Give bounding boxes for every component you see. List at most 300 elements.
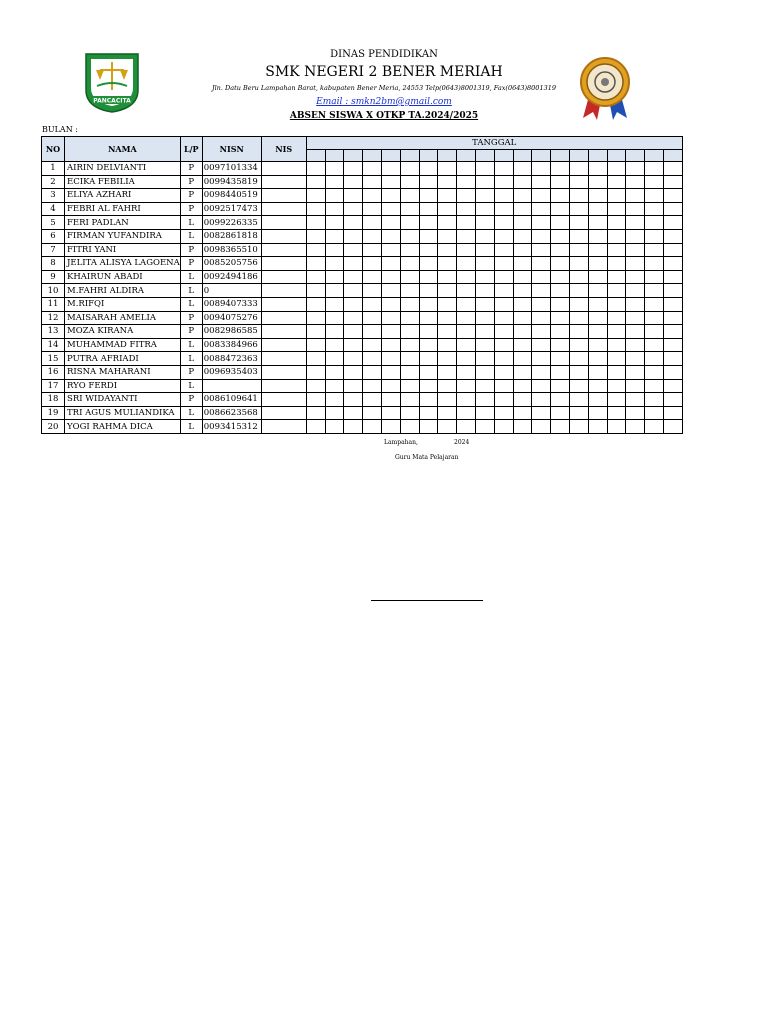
attendance-cell[interactable] [494, 270, 513, 284]
attendance-cell[interactable] [532, 379, 551, 393]
attendance-cell[interactable] [588, 297, 607, 311]
attendance-cell[interactable] [569, 175, 588, 189]
attendance-cell[interactable] [551, 257, 570, 271]
attendance-cell[interactable] [645, 352, 664, 366]
attendance-cell[interactable] [344, 189, 363, 203]
attendance-cell[interactable] [588, 325, 607, 339]
attendance-cell[interactable] [626, 162, 645, 176]
attendance-cell[interactable] [569, 365, 588, 379]
attendance-cell[interactable] [381, 325, 400, 339]
attendance-cell[interactable] [626, 393, 645, 407]
attendance-cell[interactable] [663, 325, 682, 339]
attendance-cell[interactable] [400, 379, 419, 393]
attendance-cell[interactable] [344, 365, 363, 379]
attendance-cell[interactable] [306, 216, 325, 230]
attendance-cell[interactable] [363, 243, 382, 257]
attendance-cell[interactable] [494, 229, 513, 243]
attendance-cell[interactable] [513, 406, 532, 420]
attendance-cell[interactable] [663, 216, 682, 230]
attendance-cell[interactable] [607, 216, 626, 230]
attendance-cell[interactable] [513, 189, 532, 203]
attendance-cell[interactable] [569, 202, 588, 216]
attendance-cell[interactable] [588, 229, 607, 243]
attendance-cell[interactable] [400, 311, 419, 325]
attendance-cell[interactable] [645, 202, 664, 216]
attendance-cell[interactable] [438, 162, 457, 176]
attendance-cell[interactable] [363, 175, 382, 189]
attendance-cell[interactable] [588, 379, 607, 393]
attendance-cell[interactable] [381, 216, 400, 230]
attendance-cell[interactable] [645, 393, 664, 407]
attendance-cell[interactable] [457, 379, 476, 393]
school-email-link[interactable]: Email : smkn2bm@gmail.com [316, 97, 452, 107]
attendance-cell[interactable] [438, 338, 457, 352]
attendance-cell[interactable] [551, 365, 570, 379]
attendance-cell[interactable] [306, 202, 325, 216]
attendance-cell[interactable] [306, 420, 325, 434]
attendance-cell[interactable] [419, 243, 438, 257]
attendance-cell[interactable] [532, 189, 551, 203]
attendance-cell[interactable] [325, 243, 344, 257]
attendance-cell[interactable] [306, 189, 325, 203]
student-nis[interactable] [261, 311, 306, 325]
attendance-cell[interactable] [457, 229, 476, 243]
attendance-cell[interactable] [400, 216, 419, 230]
attendance-cell[interactable] [306, 406, 325, 420]
attendance-cell[interactable] [363, 202, 382, 216]
attendance-cell[interactable] [457, 216, 476, 230]
attendance-cell[interactable] [532, 202, 551, 216]
attendance-cell[interactable] [344, 352, 363, 366]
attendance-cell[interactable] [569, 257, 588, 271]
attendance-cell[interactable] [325, 162, 344, 176]
attendance-cell[interactable] [363, 352, 382, 366]
attendance-cell[interactable] [645, 311, 664, 325]
attendance-cell[interactable] [663, 284, 682, 298]
attendance-cell[interactable] [494, 297, 513, 311]
attendance-cell[interactable] [626, 365, 645, 379]
attendance-cell[interactable] [306, 284, 325, 298]
student-nis[interactable] [261, 189, 306, 203]
attendance-cell[interactable] [663, 365, 682, 379]
attendance-cell[interactable] [626, 284, 645, 298]
attendance-cell[interactable] [626, 270, 645, 284]
attendance-cell[interactable] [532, 229, 551, 243]
attendance-cell[interactable] [532, 162, 551, 176]
attendance-cell[interactable] [457, 162, 476, 176]
attendance-cell[interactable] [663, 379, 682, 393]
attendance-cell[interactable] [475, 393, 494, 407]
attendance-cell[interactable] [381, 229, 400, 243]
attendance-cell[interactable] [513, 325, 532, 339]
attendance-cell[interactable] [325, 420, 344, 434]
attendance-cell[interactable] [400, 325, 419, 339]
attendance-cell[interactable] [626, 229, 645, 243]
attendance-cell[interactable] [588, 270, 607, 284]
attendance-cell[interactable] [569, 338, 588, 352]
attendance-cell[interactable] [569, 406, 588, 420]
attendance-cell[interactable] [475, 352, 494, 366]
attendance-cell[interactable] [645, 175, 664, 189]
attendance-cell[interactable] [607, 325, 626, 339]
attendance-cell[interactable] [475, 325, 494, 339]
attendance-cell[interactable] [475, 338, 494, 352]
attendance-cell[interactable] [306, 175, 325, 189]
attendance-cell[interactable] [344, 297, 363, 311]
student-nis[interactable] [261, 365, 306, 379]
attendance-cell[interactable] [381, 284, 400, 298]
attendance-cell[interactable] [438, 243, 457, 257]
attendance-cell[interactable] [645, 216, 664, 230]
attendance-cell[interactable] [569, 325, 588, 339]
attendance-cell[interactable] [475, 311, 494, 325]
attendance-cell[interactable] [381, 270, 400, 284]
attendance-cell[interactable] [457, 393, 476, 407]
attendance-cell[interactable] [626, 352, 645, 366]
attendance-cell[interactable] [381, 393, 400, 407]
attendance-cell[interactable] [551, 202, 570, 216]
attendance-cell[interactable] [532, 311, 551, 325]
attendance-cell[interactable] [626, 311, 645, 325]
attendance-cell[interactable] [532, 284, 551, 298]
attendance-cell[interactable] [513, 393, 532, 407]
attendance-cell[interactable] [344, 243, 363, 257]
attendance-cell[interactable] [400, 284, 419, 298]
attendance-cell[interactable] [569, 189, 588, 203]
attendance-cell[interactable] [626, 243, 645, 257]
attendance-cell[interactable] [607, 270, 626, 284]
attendance-cell[interactable] [363, 284, 382, 298]
attendance-cell[interactable] [381, 162, 400, 176]
attendance-cell[interactable] [551, 270, 570, 284]
attendance-cell[interactable] [344, 379, 363, 393]
attendance-cell[interactable] [400, 189, 419, 203]
attendance-cell[interactable] [419, 202, 438, 216]
attendance-cell[interactable] [363, 338, 382, 352]
attendance-cell[interactable] [325, 202, 344, 216]
attendance-cell[interactable] [363, 365, 382, 379]
attendance-cell[interactable] [344, 175, 363, 189]
attendance-cell[interactable] [588, 311, 607, 325]
student-nis[interactable] [261, 216, 306, 230]
attendance-cell[interactable] [663, 420, 682, 434]
attendance-cell[interactable] [419, 284, 438, 298]
attendance-cell[interactable] [494, 175, 513, 189]
attendance-cell[interactable] [381, 379, 400, 393]
attendance-cell[interactable] [381, 189, 400, 203]
attendance-cell[interactable] [588, 365, 607, 379]
attendance-cell[interactable] [475, 297, 494, 311]
attendance-cell[interactable] [381, 257, 400, 271]
attendance-cell[interactable] [645, 162, 664, 176]
attendance-cell[interactable] [645, 379, 664, 393]
attendance-cell[interactable] [588, 202, 607, 216]
attendance-cell[interactable] [400, 243, 419, 257]
attendance-cell[interactable] [569, 229, 588, 243]
attendance-cell[interactable] [344, 311, 363, 325]
attendance-cell[interactable] [588, 216, 607, 230]
attendance-cell[interactable] [607, 393, 626, 407]
attendance-cell[interactable] [457, 175, 476, 189]
attendance-cell[interactable] [663, 257, 682, 271]
attendance-cell[interactable] [551, 406, 570, 420]
attendance-cell[interactable] [325, 270, 344, 284]
attendance-cell[interactable] [626, 325, 645, 339]
student-nis[interactable] [261, 393, 306, 407]
student-nis[interactable] [261, 379, 306, 393]
attendance-cell[interactable] [494, 338, 513, 352]
attendance-cell[interactable] [457, 284, 476, 298]
attendance-cell[interactable] [532, 338, 551, 352]
attendance-cell[interactable] [306, 311, 325, 325]
attendance-cell[interactable] [419, 270, 438, 284]
attendance-cell[interactable] [457, 365, 476, 379]
attendance-cell[interactable] [513, 229, 532, 243]
attendance-cell[interactable] [532, 216, 551, 230]
attendance-cell[interactable] [325, 365, 344, 379]
attendance-cell[interactable] [363, 257, 382, 271]
attendance-cell[interactable] [400, 406, 419, 420]
student-nis[interactable] [261, 420, 306, 434]
attendance-cell[interactable] [457, 270, 476, 284]
student-nis[interactable] [261, 406, 306, 420]
attendance-cell[interactable] [532, 270, 551, 284]
student-nis[interactable] [261, 270, 306, 284]
attendance-cell[interactable] [494, 393, 513, 407]
attendance-cell[interactable] [381, 311, 400, 325]
attendance-cell[interactable] [325, 297, 344, 311]
attendance-cell[interactable] [645, 257, 664, 271]
attendance-cell[interactable] [438, 406, 457, 420]
attendance-cell[interactable] [325, 325, 344, 339]
attendance-cell[interactable] [419, 379, 438, 393]
attendance-cell[interactable] [344, 270, 363, 284]
attendance-cell[interactable] [344, 406, 363, 420]
attendance-cell[interactable] [663, 175, 682, 189]
attendance-cell[interactable] [532, 406, 551, 420]
attendance-cell[interactable] [381, 338, 400, 352]
attendance-cell[interactable] [532, 393, 551, 407]
attendance-cell[interactable] [344, 216, 363, 230]
attendance-cell[interactable] [513, 257, 532, 271]
attendance-cell[interactable] [494, 162, 513, 176]
attendance-cell[interactable] [438, 257, 457, 271]
attendance-cell[interactable] [588, 338, 607, 352]
attendance-cell[interactable] [494, 284, 513, 298]
attendance-cell[interactable] [475, 270, 494, 284]
attendance-cell[interactable] [607, 202, 626, 216]
attendance-cell[interactable] [645, 325, 664, 339]
attendance-cell[interactable] [532, 420, 551, 434]
attendance-cell[interactable] [400, 297, 419, 311]
attendance-cell[interactable] [532, 352, 551, 366]
attendance-cell[interactable] [569, 393, 588, 407]
attendance-cell[interactable] [494, 216, 513, 230]
attendance-cell[interactable] [419, 297, 438, 311]
attendance-cell[interactable] [475, 229, 494, 243]
attendance-cell[interactable] [344, 325, 363, 339]
attendance-cell[interactable] [438, 352, 457, 366]
attendance-cell[interactable] [306, 379, 325, 393]
attendance-cell[interactable] [419, 162, 438, 176]
attendance-cell[interactable] [588, 243, 607, 257]
attendance-cell[interactable] [419, 406, 438, 420]
attendance-cell[interactable] [438, 284, 457, 298]
attendance-cell[interactable] [400, 175, 419, 189]
attendance-cell[interactable] [400, 202, 419, 216]
attendance-cell[interactable] [551, 284, 570, 298]
attendance-cell[interactable] [607, 162, 626, 176]
student-nis[interactable] [261, 338, 306, 352]
attendance-cell[interactable] [645, 406, 664, 420]
attendance-cell[interactable] [475, 257, 494, 271]
attendance-cell[interactable] [475, 189, 494, 203]
attendance-cell[interactable] [306, 325, 325, 339]
attendance-cell[interactable] [569, 352, 588, 366]
attendance-cell[interactable] [381, 202, 400, 216]
attendance-cell[interactable] [438, 325, 457, 339]
attendance-cell[interactable] [551, 189, 570, 203]
attendance-cell[interactable] [663, 189, 682, 203]
attendance-cell[interactable] [551, 243, 570, 257]
attendance-cell[interactable] [325, 379, 344, 393]
attendance-cell[interactable] [494, 365, 513, 379]
attendance-cell[interactable] [419, 352, 438, 366]
attendance-cell[interactable] [588, 420, 607, 434]
attendance-cell[interactable] [532, 297, 551, 311]
attendance-cell[interactable] [494, 243, 513, 257]
attendance-cell[interactable] [457, 325, 476, 339]
attendance-cell[interactable] [494, 352, 513, 366]
attendance-cell[interactable] [588, 406, 607, 420]
attendance-cell[interactable] [344, 202, 363, 216]
attendance-cell[interactable] [400, 162, 419, 176]
student-nis[interactable] [261, 162, 306, 176]
attendance-cell[interactable] [663, 393, 682, 407]
attendance-cell[interactable] [475, 175, 494, 189]
attendance-cell[interactable] [475, 243, 494, 257]
attendance-cell[interactable] [588, 352, 607, 366]
attendance-cell[interactable] [645, 284, 664, 298]
attendance-cell[interactable] [381, 352, 400, 366]
attendance-cell[interactable] [325, 257, 344, 271]
attendance-cell[interactable] [494, 189, 513, 203]
attendance-cell[interactable] [325, 229, 344, 243]
attendance-cell[interactable] [663, 162, 682, 176]
attendance-cell[interactable] [344, 257, 363, 271]
attendance-cell[interactable] [513, 202, 532, 216]
attendance-cell[interactable] [645, 338, 664, 352]
attendance-cell[interactable] [607, 352, 626, 366]
attendance-cell[interactable] [551, 352, 570, 366]
attendance-cell[interactable] [419, 229, 438, 243]
attendance-cell[interactable] [400, 257, 419, 271]
attendance-cell[interactable] [457, 406, 476, 420]
attendance-cell[interactable] [663, 243, 682, 257]
attendance-cell[interactable] [607, 365, 626, 379]
attendance-cell[interactable] [588, 175, 607, 189]
attendance-cell[interactable] [438, 175, 457, 189]
attendance-cell[interactable] [569, 379, 588, 393]
attendance-cell[interactable] [663, 270, 682, 284]
attendance-cell[interactable] [607, 420, 626, 434]
attendance-cell[interactable] [607, 406, 626, 420]
attendance-cell[interactable] [532, 257, 551, 271]
attendance-cell[interactable] [645, 365, 664, 379]
attendance-cell[interactable] [419, 216, 438, 230]
attendance-cell[interactable] [513, 270, 532, 284]
attendance-cell[interactable] [569, 311, 588, 325]
attendance-cell[interactable] [400, 270, 419, 284]
attendance-cell[interactable] [532, 365, 551, 379]
attendance-cell[interactable] [645, 270, 664, 284]
attendance-cell[interactable] [551, 297, 570, 311]
attendance-cell[interactable] [645, 229, 664, 243]
attendance-cell[interactable] [344, 338, 363, 352]
attendance-cell[interactable] [513, 420, 532, 434]
attendance-cell[interactable] [663, 352, 682, 366]
attendance-cell[interactable] [306, 243, 325, 257]
attendance-cell[interactable] [325, 284, 344, 298]
attendance-cell[interactable] [475, 365, 494, 379]
attendance-cell[interactable] [438, 365, 457, 379]
attendance-cell[interactable] [551, 216, 570, 230]
attendance-cell[interactable] [419, 257, 438, 271]
attendance-cell[interactable] [588, 162, 607, 176]
attendance-cell[interactable] [626, 297, 645, 311]
attendance-cell[interactable] [569, 420, 588, 434]
attendance-cell[interactable] [494, 325, 513, 339]
attendance-cell[interactable] [438, 270, 457, 284]
attendance-cell[interactable] [419, 420, 438, 434]
attendance-cell[interactable] [344, 284, 363, 298]
attendance-cell[interactable] [494, 420, 513, 434]
attendance-cell[interactable] [551, 393, 570, 407]
attendance-cell[interactable] [513, 297, 532, 311]
attendance-cell[interactable] [306, 257, 325, 271]
attendance-cell[interactable] [344, 229, 363, 243]
attendance-cell[interactable] [400, 420, 419, 434]
attendance-cell[interactable] [513, 311, 532, 325]
attendance-cell[interactable] [607, 284, 626, 298]
attendance-cell[interactable] [475, 420, 494, 434]
student-nis[interactable] [261, 257, 306, 271]
attendance-cell[interactable] [588, 393, 607, 407]
attendance-cell[interactable] [475, 284, 494, 298]
attendance-cell[interactable] [363, 229, 382, 243]
attendance-cell[interactable] [626, 406, 645, 420]
attendance-cell[interactable] [363, 393, 382, 407]
attendance-cell[interactable] [475, 406, 494, 420]
attendance-cell[interactable] [363, 406, 382, 420]
attendance-cell[interactable] [569, 284, 588, 298]
attendance-cell[interactable] [438, 216, 457, 230]
attendance-cell[interactable] [325, 406, 344, 420]
attendance-cell[interactable] [513, 162, 532, 176]
attendance-cell[interactable] [626, 338, 645, 352]
attendance-cell[interactable] [494, 257, 513, 271]
attendance-cell[interactable] [457, 297, 476, 311]
attendance-cell[interactable] [626, 202, 645, 216]
attendance-cell[interactable] [494, 379, 513, 393]
attendance-cell[interactable] [325, 216, 344, 230]
attendance-cell[interactable] [551, 420, 570, 434]
attendance-cell[interactable] [419, 365, 438, 379]
attendance-cell[interactable] [569, 243, 588, 257]
attendance-cell[interactable] [325, 311, 344, 325]
attendance-cell[interactable] [400, 338, 419, 352]
attendance-cell[interactable] [475, 216, 494, 230]
